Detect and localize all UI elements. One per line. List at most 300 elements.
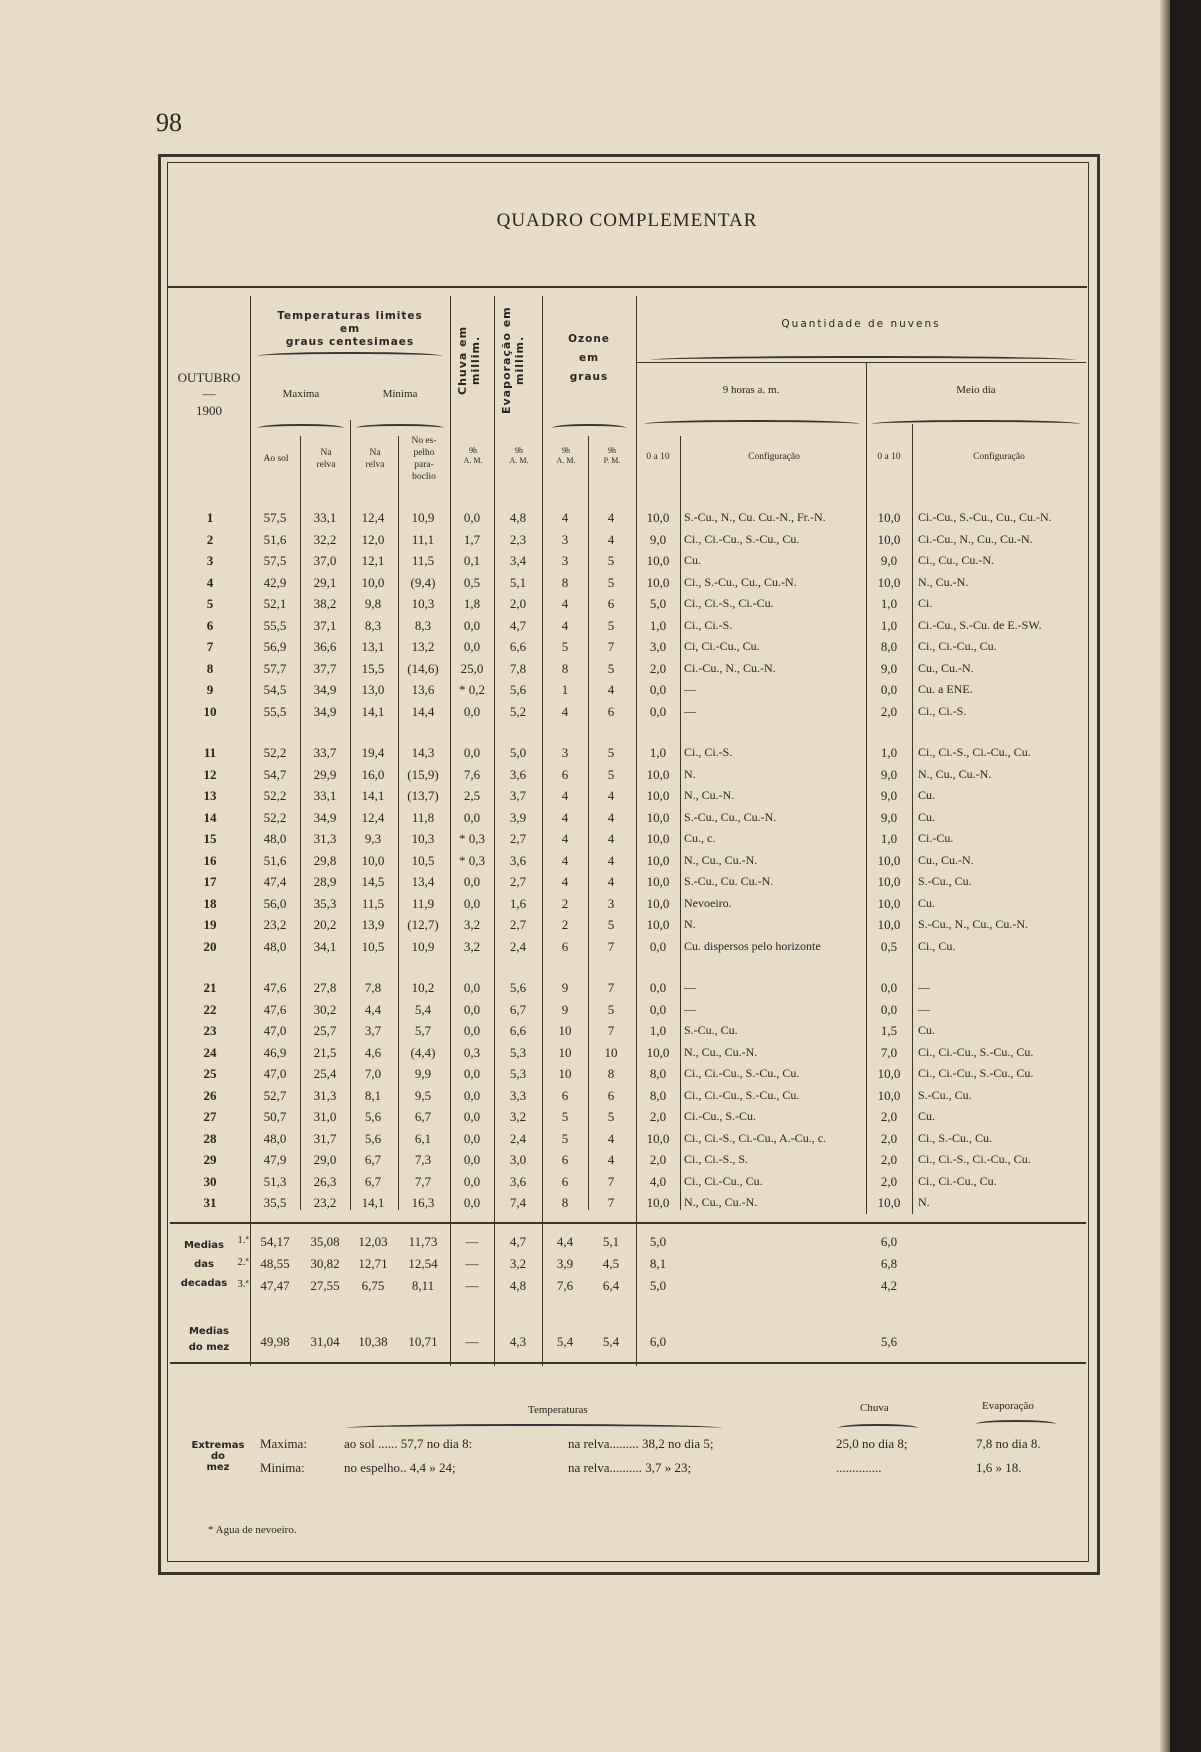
header-zero-dez-2: 0 a 10 <box>877 452 901 462</box>
cell-relva-max: 21,5 <box>313 1044 337 1060</box>
table-row <box>170 788 1086 808</box>
cell-relva-max: 37,7 <box>313 660 337 676</box>
cell-espelho: (13,7) <box>407 788 439 803</box>
cell-nuvens-9h: 10,0 <box>646 1130 670 1146</box>
cell-ozone-am: 4 <box>561 809 569 825</box>
cell-config-meio-dia: — <box>918 1001 930 1016</box>
max-temp-sol: ao sol ...... 57,7 no dia 8: <box>344 1436 473 1451</box>
cell-chuva: 1,8 <box>463 596 481 611</box>
cell-config-meio-dia: Cu. a ENE. <box>918 682 973 696</box>
cell-config-9h: — <box>684 703 696 718</box>
cell-ao-sol: 54,5 <box>263 682 287 697</box>
cell-espelho: 14,4 <box>411 703 435 719</box>
cell-nuvens-meio-dia: 2,0 <box>880 1173 898 1189</box>
cell-relva-min: 3,7 <box>364 1023 382 1038</box>
cell-config-9h: N., Cu., Cu.-N. <box>684 1195 758 1209</box>
cell-ao-sol: 47,6 <box>263 1001 287 1017</box>
cell-ozone-pm: 5 <box>607 553 615 568</box>
cell-ao-sol: 50,7 <box>263 1109 287 1124</box>
cell-ozone-pm: 4 <box>607 531 615 547</box>
cell-chuva: 0,0 <box>463 1001 481 1017</box>
header-meio-dia: Meio dia <box>956 384 996 396</box>
cell-day: 20 <box>203 938 217 954</box>
cell-relva-min: 4,6 <box>364 1044 382 1060</box>
decade-mean-nuvens-meio-dia: 4,2 <box>880 1278 898 1293</box>
cell-ozone-am: 4 <box>561 874 569 889</box>
decade-mean-ao-sol: 48,55 <box>260 1256 290 1271</box>
table-row <box>170 1174 1086 1194</box>
cell-ao-sol: 51,3 <box>263 1173 287 1189</box>
cell-evaporacao: 2,4 <box>509 1130 527 1146</box>
espelho-l2: pelho <box>413 447 435 458</box>
cell-ao-sol: 55,5 <box>263 617 287 633</box>
header-temperaturas <box>252 310 448 349</box>
cell-config-9h: Ci., Ci.-S. <box>684 617 733 632</box>
cell-ozone-am: 4 <box>561 617 569 633</box>
cell-ozone-am: 4 <box>561 788 569 803</box>
cell-relva-min: 8,1 <box>364 1087 382 1103</box>
cell-relva-max: 29,0 <box>313 1152 337 1167</box>
cell-ozone-pm: 4 <box>607 788 615 803</box>
cell-relva-max: 34,9 <box>313 809 337 825</box>
cell-ozone-am: 4 <box>561 510 569 525</box>
chuva-sub-l2: A. M. <box>463 456 483 465</box>
table-row <box>170 896 1086 916</box>
cell-config-9h: — <box>684 682 696 696</box>
cell-espelho: 6,7 <box>414 1109 432 1124</box>
cell-ao-sol: 56,9 <box>263 639 287 654</box>
table-row <box>170 831 1086 851</box>
cell-evaporacao: 4,8 <box>509 510 527 525</box>
cell-ao-sol: 51,6 <box>263 531 287 547</box>
cell-ao-sol: 23,2 <box>263 917 287 932</box>
cell-ozone-pm: 6 <box>607 596 615 611</box>
table-row <box>170 1109 1086 1129</box>
decade-mean-ozone-pm: 6,4 <box>602 1278 620 1293</box>
cell-nuvens-meio-dia: 10,0 <box>877 510 901 525</box>
cell-relva-min: 15,5 <box>361 660 385 676</box>
cell-evaporacao: 5,2 <box>509 703 527 719</box>
cell-evaporacao: 1,6 <box>509 895 527 911</box>
cell-ozone-pm: 5 <box>607 745 615 760</box>
cell-chuva: 0,0 <box>463 1130 481 1146</box>
table-row <box>170 596 1086 616</box>
cell-ao-sol: 47,9 <box>263 1152 287 1167</box>
cell-nuvens-9h: 1,0 <box>649 617 667 633</box>
cell-day: 17 <box>203 874 217 889</box>
decade-mean-ozone-am: 7,6 <box>556 1278 574 1293</box>
cell-ozone-am: 8 <box>561 1195 569 1210</box>
cell-config-9h: N., Cu., Cu.-N. <box>684 1044 758 1059</box>
cell-relva-max: 29,1 <box>313 574 337 590</box>
cell-nuvens-9h: 0,0 <box>649 703 667 719</box>
table-row <box>170 874 1086 894</box>
cell-relva-min: 9,8 <box>364 596 382 611</box>
espelho-l1: No es- <box>411 436 437 446</box>
decade-mean-chuva: — <box>465 1234 479 1249</box>
cell-config-meio-dia: Cu. <box>918 895 936 910</box>
cell-espelho: 10,9 <box>411 510 435 525</box>
table-row <box>170 980 1086 1000</box>
cell-chuva: 0,3 <box>463 1044 481 1060</box>
month-mean-relva-max: 31,04 <box>310 1334 340 1349</box>
cell-ao-sol: 56,0 <box>263 895 287 911</box>
cell-day: 23 <box>203 1023 217 1038</box>
cell-nuvens-9h: 10,0 <box>646 917 670 932</box>
table-row <box>170 1023 1086 1043</box>
cell-relva-max: 25,7 <box>313 1023 337 1038</box>
cell-nuvens-meio-dia: 10,0 <box>877 917 901 932</box>
cell-day: 7 <box>206 639 214 654</box>
cell-espelho: 8,3 <box>414 617 432 633</box>
cell-relva-max: 33,7 <box>313 745 337 760</box>
decade-mean-relva-min: 6,75 <box>361 1278 385 1293</box>
cell-config-meio-dia: Cu. <box>918 1109 936 1123</box>
cell-ao-sol: 52,2 <box>263 788 287 803</box>
cell-ozone-am: 5 <box>561 1109 569 1124</box>
cell-config-9h: Ci., S.-Cu., Cu., Cu.-N. <box>684 574 797 589</box>
cell-day: 9 <box>206 682 214 697</box>
cell-day: 13 <box>203 788 217 803</box>
cell-ao-sol: 57,5 <box>263 510 287 525</box>
cell-chuva: 0,0 <box>463 874 481 889</box>
cell-evaporacao: 5,3 <box>509 1066 527 1081</box>
ozone-am-l2: A. M. <box>556 456 576 465</box>
cell-config-9h: Cu. <box>684 553 702 567</box>
cell-config-meio-dia: Ci., S.-Cu., Cu. <box>918 1130 993 1145</box>
header-month <box>170 370 248 419</box>
cell-config-9h: N. <box>684 766 696 781</box>
cell-config-meio-dia: Ci., Cu. <box>918 938 956 953</box>
cell-ozone-am: 10 <box>558 1044 572 1060</box>
cell-relva-max: 37,1 <box>313 617 337 633</box>
cell-ozone-am: 6 <box>561 1087 569 1103</box>
cell-nuvens-meio-dia: 9,0 <box>880 553 898 568</box>
cell-ozone-am: 1 <box>561 682 569 697</box>
cell-config-meio-dia: Ci., Ci.-Cu., Cu. <box>918 1173 997 1188</box>
table-row <box>170 745 1086 765</box>
cell-config-9h: Ci., Ci.-Cu., S.-Cu., Cu. <box>684 1087 800 1102</box>
cell-evaporacao: 2,0 <box>509 596 527 611</box>
table-row <box>170 532 1086 552</box>
decade-mean-decade: 2.ª <box>237 1256 249 1268</box>
cell-day: 2 <box>206 531 214 547</box>
cell-config-9h: N. <box>684 917 696 931</box>
cell-espelho: 10,3 <box>411 596 435 611</box>
cell-nuvens-9h: 10,0 <box>646 1044 670 1060</box>
cell-relva-max: 33,1 <box>313 788 337 803</box>
cell-config-9h: Cu. dispersos pelo horizonte <box>684 938 821 953</box>
cell-relva-max: 34,9 <box>313 682 337 697</box>
cell-nuvens-meio-dia: 2,0 <box>880 703 898 719</box>
cell-day: 14 <box>203 809 217 825</box>
cell-nuvens-9h: 4,0 <box>649 1173 667 1189</box>
medias-mez-label <box>174 1324 244 1356</box>
cell-relva-max: 28,9 <box>313 874 337 889</box>
table-row <box>170 704 1086 724</box>
evap-sub-l1: 9h <box>515 446 523 455</box>
cell-relva-min: 10,0 <box>361 852 385 868</box>
decade-mean-espelho: 11,73 <box>408 1234 438 1249</box>
cell-ozone-am: 6 <box>561 938 569 954</box>
cell-config-9h: Ci., Ci.-S. <box>684 745 733 759</box>
month-mean-nuvens-9h: 6,0 <box>649 1334 667 1349</box>
cell-ozone-am: 4 <box>561 596 569 611</box>
cell-ozone-pm: 6 <box>607 1087 615 1103</box>
table-row <box>170 767 1086 787</box>
cell-chuva: * 0,3 <box>459 852 485 868</box>
cell-nuvens-meio-dia: 10,0 <box>877 852 901 868</box>
cell-config-meio-dia: Ci., Ci.-Cu., S.-Cu., Cu. <box>918 1066 1034 1080</box>
ozone-pm-l1: 9h <box>608 446 616 455</box>
cell-day: 30 <box>203 1173 217 1189</box>
decade-mean-decade: 1.ª <box>237 1234 249 1246</box>
cell-espelho: (12,7) <box>407 917 439 932</box>
cell-relva-max: 31,3 <box>313 1087 337 1103</box>
min-temp-relva: na relva.......... 3,7 » 23; <box>568 1460 692 1475</box>
cell-config-meio-dia: Ci., Ci.-Cu., S.-Cu., Cu. <box>918 1044 1034 1059</box>
header-na-relva-min <box>352 448 398 472</box>
cell-evaporacao: 5,6 <box>509 682 527 697</box>
cell-evaporacao: 5,6 <box>509 980 527 995</box>
cell-espelho: 7,3 <box>414 1152 432 1167</box>
cell-day: 31 <box>203 1195 217 1210</box>
cell-nuvens-9h: 3,0 <box>649 639 667 654</box>
header-minima: Minima <box>382 388 418 400</box>
cell-nuvens-9h: 10,0 <box>646 553 670 568</box>
cell-evaporacao: 3,6 <box>509 852 527 868</box>
table-row <box>170 939 1086 959</box>
cell-ozone-am: 4 <box>561 703 569 719</box>
cell-nuvens-9h: 10,0 <box>646 874 670 889</box>
cell-config-meio-dia: N., Cu.-N. <box>918 574 969 589</box>
cell-day: 11 <box>203 745 217 760</box>
cell-ao-sol: 52,2 <box>263 745 287 760</box>
cell-relva-max: 20,2 <box>313 917 337 932</box>
cell-ozone-am: 5 <box>561 639 569 654</box>
header-ozone-am <box>544 446 588 466</box>
cell-config-meio-dia: Cu. <box>918 809 936 824</box>
cell-ozone-am: 4 <box>561 852 569 868</box>
cell-relva-min: 9,3 <box>364 831 382 846</box>
cell-chuva: 1,7 <box>463 531 481 547</box>
cell-evaporacao: 5,0 <box>509 745 527 760</box>
decade-mean-relva-max: 35,08 <box>310 1234 340 1249</box>
cell-nuvens-9h: 10,0 <box>646 831 670 846</box>
month-mean-evaporacao: 4,3 <box>509 1334 527 1349</box>
cell-nuvens-meio-dia: 0,0 <box>880 980 898 995</box>
cell-relva-max: 29,8 <box>313 852 337 868</box>
cell-nuvens-meio-dia: 10,0 <box>877 574 901 590</box>
extremas-chuva-brace <box>838 1424 918 1432</box>
cell-ozone-am: 10 <box>558 1023 572 1038</box>
cell-day: 19 <box>203 917 217 932</box>
cell-ao-sol: 48,0 <box>263 831 287 846</box>
cell-relva-max: 30,2 <box>313 1001 337 1017</box>
cell-nuvens-9h: 5,0 <box>649 596 667 611</box>
cell-ao-sol: 48,0 <box>263 1130 287 1146</box>
header-config-2: Configuração <box>973 452 1025 462</box>
cell-relva-min: 7,8 <box>364 980 382 995</box>
page-number: 98 <box>156 108 182 137</box>
cell-ao-sol: 47,6 <box>263 980 287 995</box>
cell-ozone-am: 8 <box>561 660 569 676</box>
table-row <box>170 510 1086 530</box>
decade-mean-espelho: 12,54 <box>408 1256 438 1271</box>
cell-espelho: 14,3 <box>411 745 435 760</box>
cell-nuvens-meio-dia: 7,0 <box>880 1044 898 1060</box>
month-mean-ozone-am: 5,4 <box>556 1334 574 1349</box>
cell-chuva: 0,0 <box>463 895 481 911</box>
temp-group-line1: Temperaturas limites <box>277 310 423 322</box>
cell-relva-min: 12,4 <box>361 510 385 525</box>
cell-relva-min: 12,4 <box>361 809 385 825</box>
cell-nuvens-meio-dia: 9,0 <box>880 766 898 782</box>
cell-config-9h: Ci., Ci.-Cu., S.-Cu., Cu. <box>684 1066 800 1080</box>
cell-evaporacao: 2,7 <box>509 874 527 889</box>
cell-config-9h: Cu., c. <box>684 831 716 845</box>
cell-relva-max: 32,2 <box>313 531 337 547</box>
min-chuva: .............. <box>836 1460 882 1475</box>
cell-ozone-pm: 3 <box>607 895 615 911</box>
table-row <box>170 682 1086 702</box>
cell-nuvens-9h: 2,0 <box>649 1152 667 1167</box>
cell-nuvens-meio-dia: 0,0 <box>880 1001 898 1017</box>
max-chuva: 25,0 no dia 8; <box>836 1436 908 1451</box>
cell-relva-min: 13,1 <box>361 639 385 654</box>
cell-evaporacao: 3,7 <box>509 788 527 803</box>
cell-nuvens-9h: 1,0 <box>649 1023 667 1038</box>
cell-day: 15 <box>203 831 217 846</box>
cell-nuvens-9h: 10,0 <box>646 809 670 825</box>
medias-label-l1: Medias <box>183 1240 225 1251</box>
cell-config-9h: S.-Cu., N., Cu. Cu.-N., Fr.-N. <box>684 510 826 524</box>
cell-ozone-pm: 5 <box>607 917 615 932</box>
cell-espelho: 5,4 <box>414 1001 432 1017</box>
cell-config-meio-dia: S.-Cu., N., Cu., Cu.-N. <box>918 917 1029 931</box>
header-config-1: Configuração <box>748 452 800 462</box>
extremas-temp-brace <box>346 1424 722 1432</box>
rule-after-rows <box>170 1222 1086 1224</box>
cell-ozone-am: 2 <box>561 917 569 932</box>
extremas-evap-brace <box>976 1420 1056 1428</box>
cell-evaporacao: 4,7 <box>509 617 527 633</box>
min-evap: 1,6 » 18. <box>976 1460 1022 1475</box>
cell-ozone-pm: 4 <box>607 510 615 525</box>
extremas-label <box>182 1440 254 1473</box>
medias-decadas-label <box>174 1236 234 1293</box>
cell-ozone-pm: 5 <box>607 1001 615 1017</box>
cell-ozone-am: 4 <box>561 831 569 846</box>
table-row <box>170 1045 1086 1065</box>
cell-evaporacao: 3,4 <box>509 553 527 568</box>
cell-nuvens-meio-dia: 8,0 <box>880 639 898 654</box>
decade-mean-nuvens-9h: 5,0 <box>649 1234 667 1249</box>
cell-relva-min: 10,5 <box>361 938 385 954</box>
cell-chuva: 0,0 <box>463 1087 481 1103</box>
cell-day: 3 <box>206 553 214 568</box>
cell-ao-sol: 52,1 <box>263 596 287 611</box>
cell-espelho: 9,9 <box>414 1066 432 1081</box>
cell-ao-sol: 51,6 <box>263 852 287 868</box>
cell-config-9h: Ci., Ci.-S., Ci.-Cu., A.-Cu., c. <box>684 1130 827 1145</box>
cell-config-9h: — <box>684 980 696 994</box>
cell-config-meio-dia: Ci.-Cu., S.-Cu. de E.-SW. <box>918 617 1042 632</box>
cell-relva-min: 11,5 <box>361 895 385 911</box>
extremas-l1: Extremas <box>191 1440 245 1451</box>
cell-config-meio-dia: Cu. <box>918 1023 936 1037</box>
extremas-l2: do <box>210 1451 226 1462</box>
cell-chuva: 3,2 <box>463 938 481 954</box>
cell-ozone-pm: 4 <box>607 1152 615 1167</box>
decade-mean-nuvens-meio-dia: 6,0 <box>880 1234 898 1249</box>
ozone-brace <box>552 424 626 432</box>
cell-ozone-pm: 4 <box>607 852 615 868</box>
decade-mean-evaporacao: 4,8 <box>509 1278 527 1293</box>
cell-ozone-am: 3 <box>561 531 569 547</box>
cell-nuvens-9h: 10,0 <box>646 788 670 803</box>
decade-mean-relva-min: 12,03 <box>358 1234 388 1249</box>
cell-relva-min: 6,7 <box>364 1173 382 1189</box>
cell-config-9h: Ci., Ci.-S., Ci.-Cu. <box>684 596 774 610</box>
cell-config-9h: N., Cu.-N. <box>684 788 735 802</box>
header-chuva: Chuva em millim. <box>456 325 482 395</box>
cell-nuvens-meio-dia: 1,0 <box>880 617 898 633</box>
cell-day: 21 <box>203 980 217 995</box>
table-row <box>170 1195 1086 1215</box>
cell-nuvens-meio-dia: 0,5 <box>880 938 898 954</box>
cell-espelho: 5,7 <box>414 1023 432 1038</box>
cell-ao-sol: 47,4 <box>263 874 287 889</box>
month-mean-relva-min: 10,38 <box>358 1334 388 1349</box>
cell-day: 24 <box>203 1044 217 1060</box>
cell-chuva: 0,0 <box>463 1173 481 1189</box>
page-title: QUADRO COMPLEMENTAR <box>496 210 758 231</box>
cell-chuva: * 0,3 <box>459 831 485 846</box>
header-ao-sol: Ao sol <box>263 454 289 464</box>
table-row <box>170 1131 1086 1151</box>
month-label: OUTUBRO <box>177 370 241 385</box>
cell-nuvens-9h: 10,0 <box>646 895 670 911</box>
cell-evaporacao: 2,7 <box>509 917 527 932</box>
cell-nuvens-meio-dia: 2,0 <box>880 1130 898 1146</box>
cell-nuvens-meio-dia: 9,0 <box>880 660 898 676</box>
table-row <box>170 1002 1086 1022</box>
cell-evaporacao: 3,6 <box>509 1173 527 1189</box>
min-temp-espelho: no espelho.. 4,4 » 24; <box>344 1460 456 1475</box>
cell-nuvens-9h: 0,0 <box>649 980 667 995</box>
decade-mean-relva-min: 12,71 <box>358 1256 388 1271</box>
cell-espelho: 6,1 <box>414 1130 432 1146</box>
cell-chuva: 2,5 <box>463 788 481 803</box>
cell-day: 12 <box>203 766 217 782</box>
header-nove-horas: 9 horas a. m. <box>722 384 780 396</box>
ozone-l1: Ozone <box>568 333 610 345</box>
cell-ozone-am: 3 <box>561 553 569 568</box>
cell-day: 8 <box>206 660 214 676</box>
cell-evaporacao: 3,6 <box>509 766 527 782</box>
cell-ozone-am: 10 <box>558 1066 572 1081</box>
cell-ozone-pm: 7 <box>607 1195 615 1210</box>
cell-ozone-pm: 7 <box>607 938 615 954</box>
cell-nuvens-meio-dia: 0,0 <box>880 682 898 697</box>
cell-ozone-pm: 7 <box>607 980 615 995</box>
cell-chuva: 0,0 <box>463 703 481 719</box>
cell-nuvens-meio-dia: 10,0 <box>877 874 901 889</box>
cell-relva-max: 31,7 <box>313 1130 337 1146</box>
cell-ao-sol: 54,7 <box>263 766 287 782</box>
cell-config-meio-dia: S.-Cu., Cu. <box>918 1087 972 1102</box>
